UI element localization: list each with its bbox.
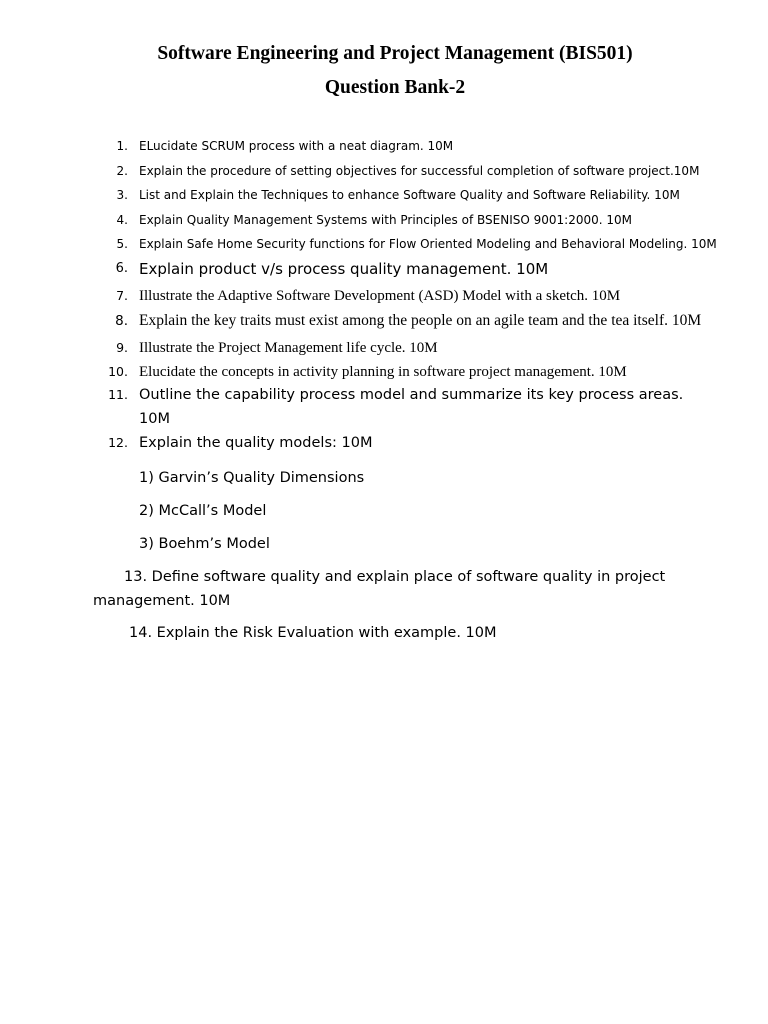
quality-model-item: 3) Boehm’s Model [139,536,270,552]
question-text-line1: Outline the capability process model and summarize its key process areas. [139,387,684,403]
question-number: 7. [116,288,128,303]
question-text: Explain product v/s process quality management. 10M [139,260,549,278]
question-text: Explain Quality Management Systems with Principles of BSENISO 9001:2000. 10M [139,213,632,227]
question-text: Explain the key traits must exist among the people on an agile team and the tea itself. 10M [139,312,702,329]
question-text: Illustrate the Adaptive Software Development (ASD) Model with a sketch. 10M [139,288,621,304]
question-number: 5. [116,237,128,251]
question-13-line1: 13. Define software quality and explain place of software quality in project [124,569,666,585]
question-number: 3. [116,188,128,202]
question-text: Explain the procedure of setting objectives for successful completion of software project.10M [139,164,700,178]
question-number: 9. [116,340,128,355]
question-number: 6. [115,261,128,276]
question-number: 11. [108,387,128,402]
quality-model-item: 1) Garvin’s Quality Dimensions [139,470,365,486]
document-subtitle: Question Bank-2 [324,77,466,98]
document-title: Software Engineering and Project Management (BIS501) [157,43,633,64]
question-14: 14. Explain the Risk Evaluation with example. 10M [129,625,497,641]
question-number: 4. [116,213,128,227]
question-text: ELucidate SCRUM process with a neat diagram. 10M [139,139,454,153]
question-number: 12. [108,435,128,450]
question-text: Illustrate the Project Management life cycle. 10M [139,340,438,356]
question-number: 8. [115,313,128,329]
question-text: Explain Safe Home Security functions for Flow Oriented Modeling and Behavioral Modeling. 10M [139,237,717,251]
question-13-line2: management. 10M [93,593,231,609]
question-text: Elucidate the concepts in activity planning in software project management. 10M [139,364,627,380]
question-text-line2: 10M [139,411,170,427]
question-number: 10. [108,364,128,379]
quality-model-item: 2) McCall’s Model [139,503,267,519]
question-text: Explain the quality models: 10M [139,435,373,451]
question-text: List and Explain the Techniques to enhance Software Quality and Software Reliability. 10M [139,188,680,202]
question-number: 1. [116,139,128,153]
question-number: 2. [116,164,128,178]
